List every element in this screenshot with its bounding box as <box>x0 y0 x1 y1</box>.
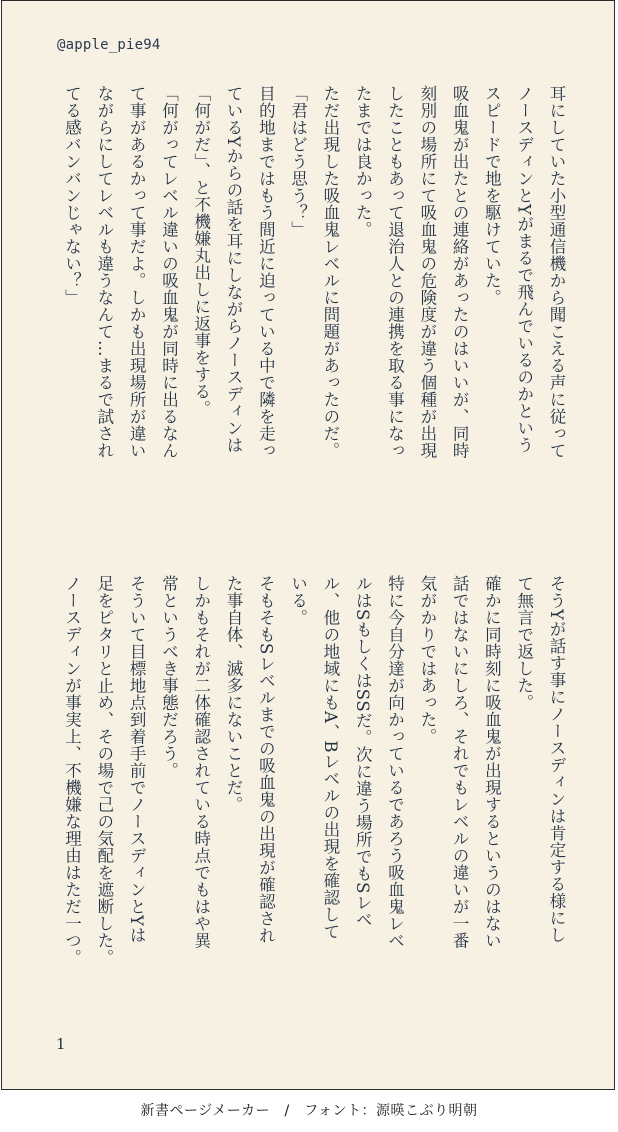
text-line: てる感バンバンじゃない？」 <box>62 85 82 306</box>
text-column-top <box>42 85 572 525</box>
text-line: 目的地まではもう間近に迫っている中で隣を走っ <box>256 85 276 459</box>
text-line: したこともあって退治人との連携を取る事になっ <box>385 85 405 459</box>
text-line: ただ出現した吸血鬼レベルに問題があったのだ。 <box>320 85 340 459</box>
footer-credit: 新書ページメーカー / フォント：源暎こぶり明朝 <box>140 1103 478 1119</box>
text-line: そもそもSレベルまでの吸血鬼の出現が確認され <box>256 575 276 944</box>
text-line: ルはSもしくはSSだ。次に違う場所でもSレベ <box>353 575 373 928</box>
book-page <box>1 0 615 1090</box>
text-line: 吸血鬼が出たとの連絡があったのはいいが、同時 <box>450 85 470 459</box>
author-handle: @apple_pie94 <box>57 37 161 53</box>
text-line: 気がかりではあった。 <box>417 575 437 745</box>
text-line: たまでは良かった。 <box>353 85 373 238</box>
text-line: そうYが話す事にノースディンは肯定する様にし <box>547 575 566 944</box>
text-line: 刻別の場所にて吸血鬼の危険度が違う個種が出現 <box>417 85 437 459</box>
text-line: ノースディンが事実上、不機嫌な理由はただ一つ。 <box>62 575 82 966</box>
text-line: しかもそれが二体確認されている時点でもはや異 <box>191 575 211 949</box>
text-line: ながらにしてレベルも違うなんて…まるで試され <box>94 85 114 459</box>
text-line: た事自体、滅多にないことだ。 <box>224 575 244 813</box>
text-line: て事があるかって事だよ。しかも出現場所が違い <box>127 85 147 459</box>
text-line: 話ではないにしろ、それでもレベルの違いが一番 <box>450 575 470 949</box>
text-line: 「何がだ」、と不機嫌丸出しに返事をする。 <box>191 85 211 417</box>
page-number: 1 <box>56 1035 66 1053</box>
text-line: 確かに同時刻に吸血鬼が出現するというのはない <box>482 575 502 949</box>
text-line: ているYからの話を耳にしながらノースディンは <box>224 85 244 454</box>
text-line: 「君はどう思う？」 <box>288 85 308 238</box>
text-line: 足をピタリと止め、その場で己の気配を遮断した。 <box>94 575 114 966</box>
text-line: ノースディンとYがまるで飛んでいるのかという <box>514 85 534 454</box>
text-line: て無言で返した。 <box>514 575 534 711</box>
text-line: ル、他の地域にもA、Bレベルの出現を確認して <box>320 575 340 941</box>
text-line: いる。 <box>288 575 308 626</box>
text-line: そういて目標地点到着手前でノースディンとYは <box>127 575 147 944</box>
text-line: 耳にしていた小型通信機から聞こえる声に従って <box>547 85 566 459</box>
text-line: スピードで地を駆けていた。 <box>482 85 502 306</box>
text-line: 常というべき事態だろう。 <box>159 575 179 779</box>
text-column-bottom <box>42 575 572 1015</box>
text-line: 特に今自分達が向かっているであろう吸血鬼レベ <box>385 575 405 949</box>
text-line: 「何がってレベル違いの吸血鬼が同時に出るなん <box>159 85 179 459</box>
